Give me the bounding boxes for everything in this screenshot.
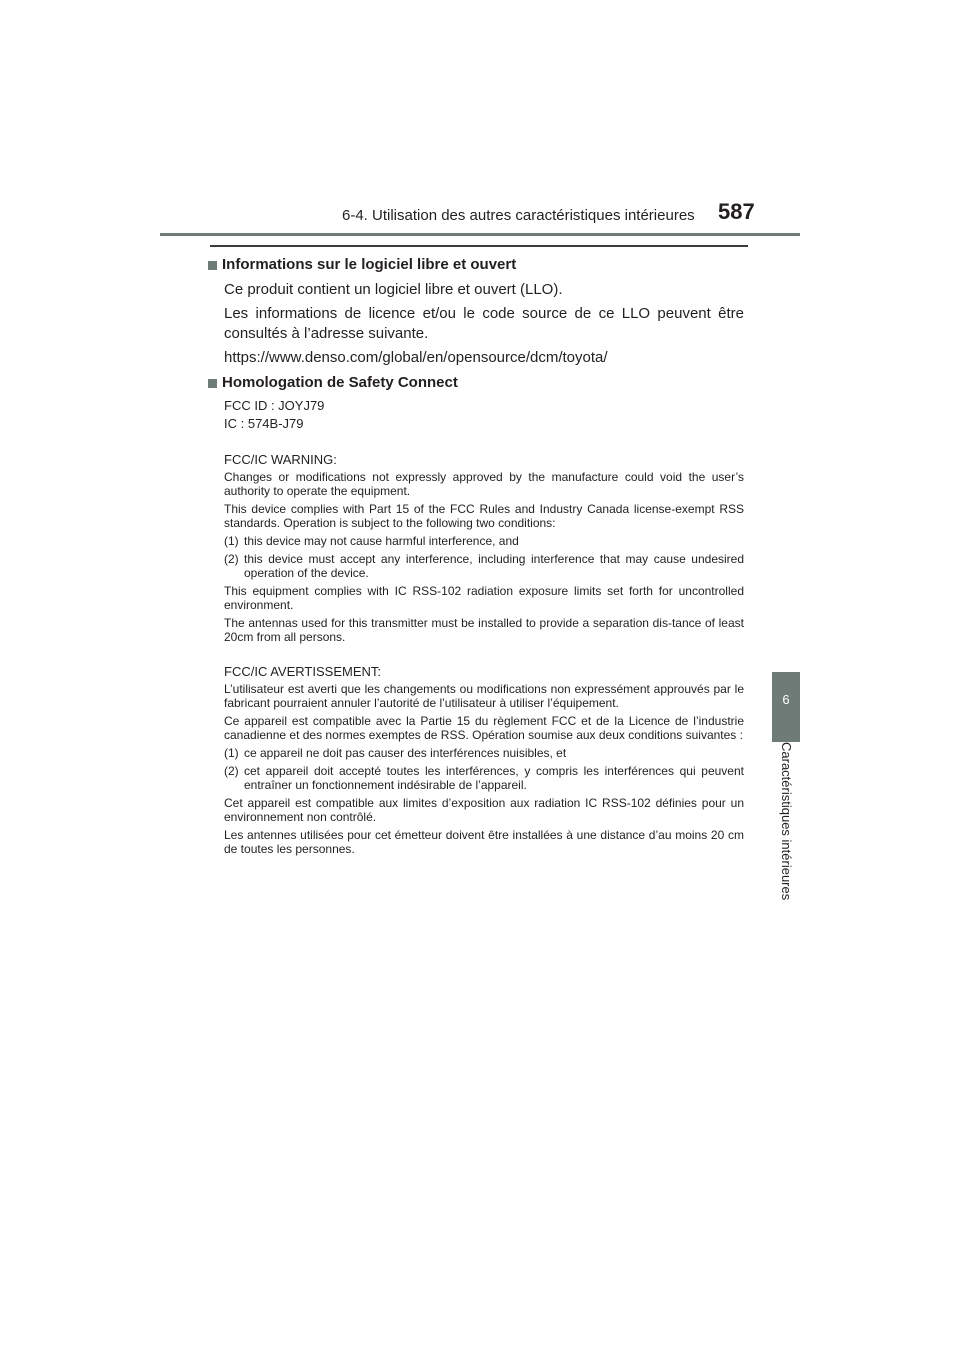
section-heading-text: Informations sur le logiciel libre et ouvert xyxy=(222,256,517,273)
chapter-tab xyxy=(772,672,800,742)
paragraph: Ce appareil est compatible avec la Partie 15 du règlement FCC et de la Licence de l’industrie canadienne et des normes exemptes de RSS. Opération soumise aux deux conditions suivantes : xyxy=(224,714,744,742)
list-item xyxy=(224,552,744,580)
chapter-tab-number: 6 xyxy=(782,692,790,707)
section-heading-open-source xyxy=(208,256,744,274)
warning-title: FCC/IC WARNING: xyxy=(224,452,337,467)
chapter-tab-label: Caractéristiques intérieures xyxy=(779,742,794,901)
list-text: this device must accept any interference, including interference that may cause undesired operation of the device. xyxy=(244,552,744,580)
list-text: cet appareil doit accepté toutes les interférences, y compris les interférences qui peuvent entraîner un fonctionnement indésirable de l’appareil. xyxy=(244,764,744,792)
paragraph: Changes or modifications not expressly approved by the manufacture could void the user’s authority to operate the equipment. xyxy=(224,470,744,498)
list-text: this device may not cause harmful interference, and xyxy=(244,534,519,548)
paragraph: Ce produit contient un logiciel libre et ouvert (LLO). xyxy=(224,281,563,298)
warning-english xyxy=(208,452,744,644)
list-number: (2) xyxy=(224,552,239,566)
list-number: (1) xyxy=(224,534,239,548)
paragraph: L’utilisateur est averti que les changements ou modifications non expressément approuvés par le fabricant pourraient annuler l’autorité de l’utilisateur à utiliser l’équipement. xyxy=(224,682,744,710)
list-number: (2) xyxy=(224,764,239,778)
warning-french xyxy=(208,664,744,856)
paragraph: Cet appareil est compatible aux limites d’exposition aux radiation IC RSS-102 définies pour un environnement non contrôlé. xyxy=(224,796,744,824)
list-text: ce appareil ne doit pas causer des interférences nuisibles, et xyxy=(244,746,567,760)
paragraph: Les informations de licence et/ou le code source de ce LLO peuvent être consultés à l’adresse suivante. xyxy=(224,305,744,342)
warning-title: FCC/IC AVERTISSEMENT: xyxy=(224,664,381,679)
content-divider xyxy=(210,245,748,247)
square-bullet-icon xyxy=(208,261,217,270)
list-item xyxy=(224,746,744,760)
paragraph: The antennas used for this transmitter must be installed to provide a separation dis-tance of least 20cm from all persons. xyxy=(224,616,744,644)
fcc-id: FCC ID : JOYJ79 xyxy=(224,398,325,413)
section-heading-safety-connect xyxy=(208,374,744,392)
list-number: (1) xyxy=(224,746,239,760)
paragraph: This equipment complies with IC RSS-102 radiation exposure limits set forth for uncontrolled environment. xyxy=(224,584,744,612)
page-number: 587 xyxy=(718,199,755,224)
section-heading-text: Homologation de Safety Connect xyxy=(222,374,458,391)
license-url: https://www.denso.com/global/en/opensource/dcm/toyota/ xyxy=(224,349,608,366)
paragraph: This device complies with Part 15 of the FCC Rules and Industry Canada license-exempt RSS standards. Operation is subject to the following two conditions: xyxy=(224,502,744,530)
square-bullet-icon xyxy=(208,379,217,388)
header-divider xyxy=(160,233,800,236)
list-item xyxy=(224,764,744,792)
list-item xyxy=(224,534,744,548)
chapter-title: 6-4. Utilisation des autres caractéristiques intérieures xyxy=(342,207,695,224)
main-content xyxy=(208,256,744,860)
paragraph: Les antennes utilisées pour cet émetteur doivent être installées à une distance d’au moins 20 cm de toutes les personnes. xyxy=(224,828,744,856)
ic-id: IC : 574B-J79 xyxy=(224,416,304,431)
